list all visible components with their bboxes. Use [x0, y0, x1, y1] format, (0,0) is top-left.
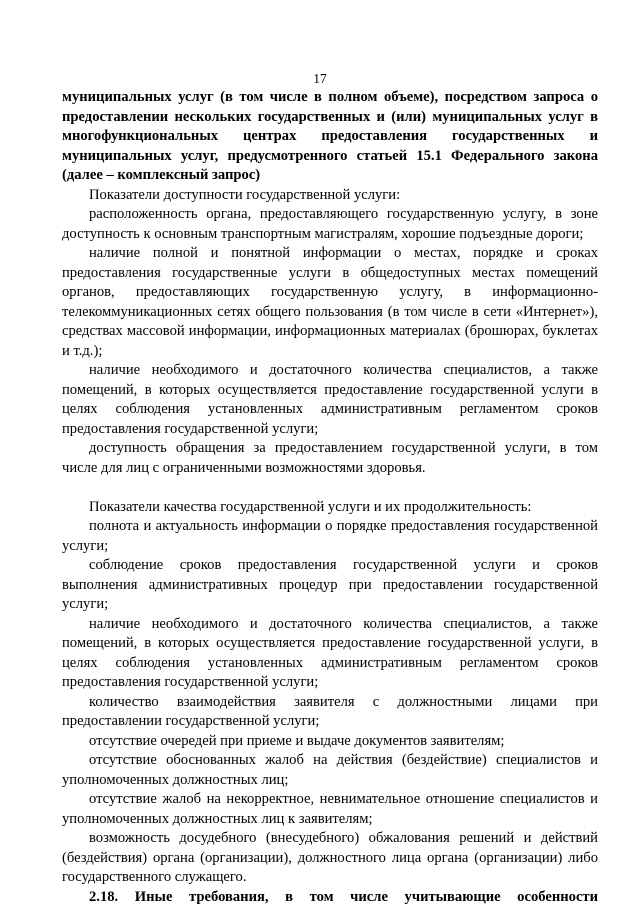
section-title: Иные требования, в том числе учитывающие особенности [135, 889, 598, 905]
quality-title: Показатели качества государственной услуги и их продолжительность: [62, 498, 598, 518]
availability-item: наличие полной и понятной информации о местах, порядке и сроках предоставления государственные услуги в общедоступных местах помещений органов, предоставляющих государственную услугу, в информационно-телекоммуникационных сетях общего пользования (в том числе в сети «Интернет»), средствах массовой информации, информационных материалах (брошюрах, буклетах и т.д.); [62, 244, 598, 361]
section-heading [62, 888, 598, 907]
page-number: 17 [0, 70, 640, 88]
quality-item: возможность досудебного (внесудебного) обжалования решений и действий (бездействия) органа (организации), должностного лица органа (организации) либо государственного служащего. [62, 829, 598, 888]
availability-item: наличие необходимого и достаточного количества специалистов, а также помещений, в которых осуществляется предоставление государственной услуги в целях соблюдения установленных административным регламентом сроков предоставления государственной услуги; [62, 361, 598, 439]
availability-item: расположенность органа, предоставляющего государственную услугу, в зоне доступность к основным транспортным магистралям, хорошие подъездные дороги; [62, 205, 598, 244]
quality-item: отсутствие обоснованных жалоб на действия (бездействие) специалистов и уполномоченных должностных лиц; [62, 751, 598, 790]
quality-item: соблюдение сроков предоставления государственной услуги и сроков выполнения административных процедур при предоставлении государственной услуги; [62, 556, 598, 615]
quality-item: отсутствие жалоб на некорректное, невнимательное отношение специалистов и уполномоченных должностных лиц к заявителям; [62, 790, 598, 829]
quality-item: наличие необходимого и достаточного количества специалистов, а также помещений, в которых осуществляется предоставление государственной услуги, в целях соблюдения установленных административным регламентом сроков предоставления государственной услуги; [62, 615, 598, 693]
quality-item: количество взаимодействия заявителя с должностными лицами при предоставлении государственной услуги; [62, 693, 598, 732]
intro-paragraph: муниципальных услуг (в том числе в полном объеме), посредством запроса о предоставлении нескольких государственных и (или) муниципальных услуг в многофункциональных центрах предоставления государственных и муниципальных услуг, предусмотренного статьей 15.1 Федерального закона (далее – комплексный запрос) [62, 88, 598, 186]
quality-item: полнота и актуальность информации о порядке предоставления государственной услуги; [62, 517, 598, 556]
availability-item: доступность обращения за предоставлением государственной услуги, в том числе для лиц с ограниченными возможностями здоровья. [62, 439, 598, 478]
quality-item: отсутствие очередей при приеме и выдаче документов заявителям; [62, 732, 598, 752]
document-body [62, 88, 598, 907]
availability-title: Показатели доступности государственной услуги: [62, 186, 598, 206]
section-number: 2.18. [89, 889, 118, 905]
paragraph-spacer [62, 478, 598, 498]
